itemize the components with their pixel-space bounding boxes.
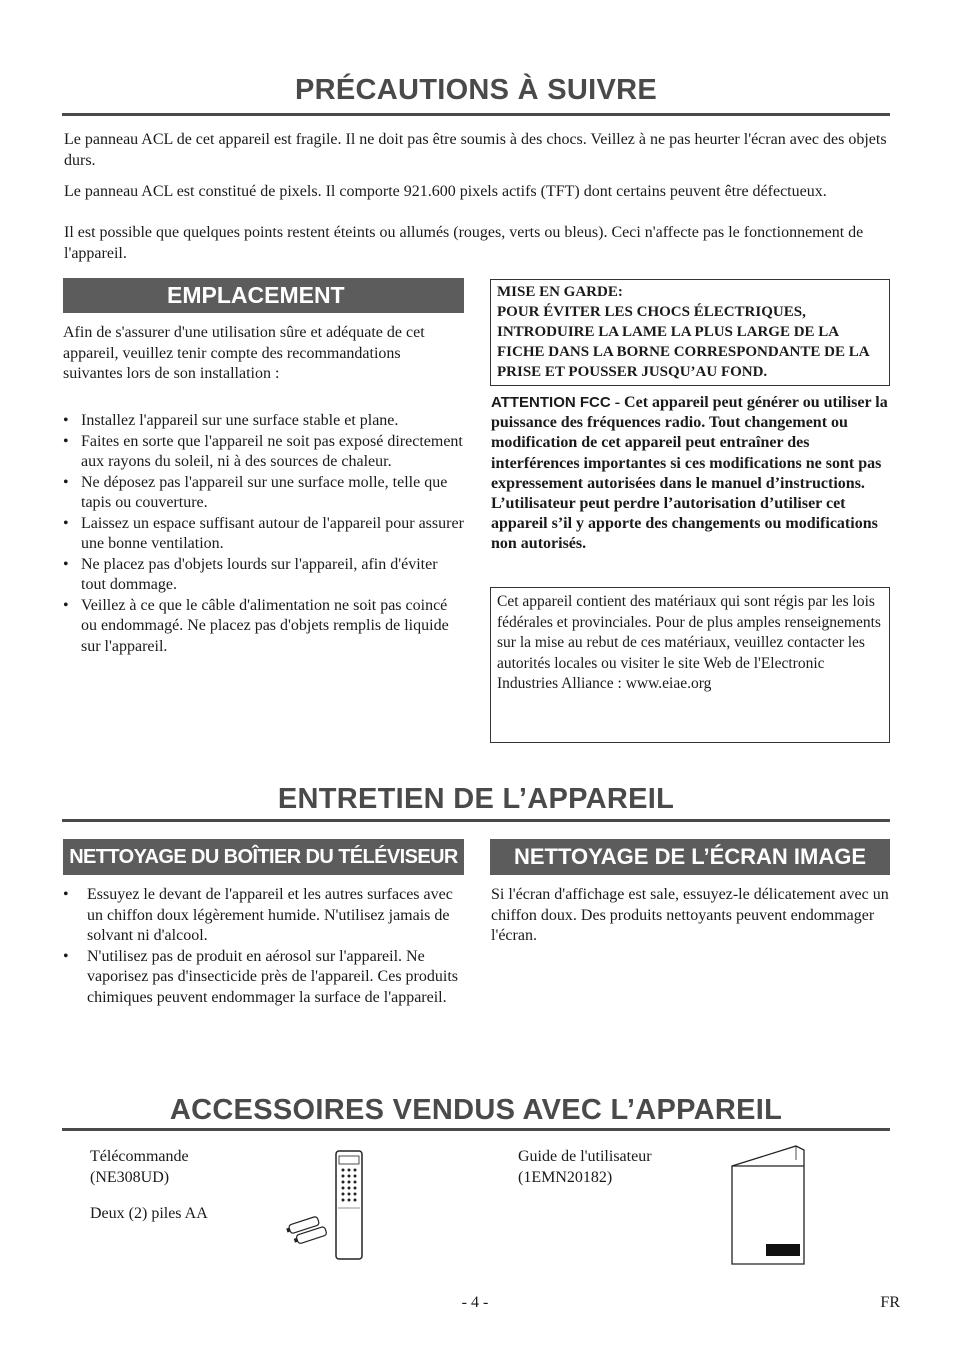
language-code: FR (880, 1294, 900, 1311)
precautions-para-1: Le panneau ACL de cet appareil est fragile. Il ne doit pas être soumis à des chocs. Veillez à ne pas heurter l'écran avec des objets durs. (64, 131, 887, 169)
precautions-title: PRÉCAUTIONS À SUIVRE (294, 74, 658, 106)
manual-booklet-icon (726, 1140, 810, 1270)
cabinet-cleaning-list (63, 885, 463, 1008)
accessories-title: ACCESSOIRES VENDUS AVEC L’APPAREIL (169, 1094, 783, 1126)
screen-cleaning-text: Si l'écran d'affichage est sale, essuyez-le délicatement avec un chiffon doux. Des produits nettoyants peuvent endommager l'écran. (491, 886, 889, 944)
fcc-text: - Cet appareil peut générer ou utiliser la puissance des fréquences radio. Tout changement ou modification de cet appareil peut entraîner des interférences importantes si ces modifications ne sont pas expressement autorisées dans le manuel d’instructions. L’utilisateur peut perdre l’autorisation d’utiliser cet appareil s’il y apporte des changements ou modifications non autorisés. (491, 394, 888, 553)
precautions-para-3: Il est possible que quelques points restent éteints ou allumés (rouges, verts ou bleus). Ceci n'affecte pas le fonctionnement de l'appareil. (64, 224, 864, 262)
emplacement-list (63, 411, 464, 657)
remote-label: Télécommande (90, 1148, 189, 1165)
batteries-label: Deux (2) piles AA (90, 1205, 208, 1222)
list-item: • N'utilisez pas de produit en aérosol sur l'appareil. Ne vaporisez pas d'insecticide près de l'appareil. Ces produits chimiques peuvent endommager la surface de l'appareil. (63, 947, 463, 1009)
emplacement-intro: Afin de s'assurer d'une utilisation sûre et adéquate de cet appareil, veuillez tenir compte des recommandations suivantes lors de son installation : (63, 324, 425, 382)
list-item: • Ne déposez pas l'appareil sur une surface molle, telle que tapis ou couverture. (63, 473, 464, 514)
remote-code: (NE308UD) (90, 1169, 170, 1186)
page-number: - 4 - (461, 1294, 489, 1311)
disposal-text: Cet appareil contient des matériaux qui sont régis par les lois fédérales et provinciales. Pour de plus amples renseignements sur la mise au rebut de ces matériaux, veuillez contacter les autorités locales ou visiter le site Web de l'Electronic Industries Alliance : www.eiae.org (497, 593, 881, 692)
title-rule (62, 819, 890, 822)
guide-label: Guide de l'utilisateur (518, 1148, 652, 1165)
title-rule (62, 113, 890, 116)
precautions-para-2: Le panneau ACL est constitué de pixels. Il comporte 921.600 pixels actifs (TFT) dont certains peuvent être défectueux. (64, 183, 827, 200)
disposal-box (490, 587, 890, 743)
cabinet-cleaning-heading: NETTOYAGE DU BOÎTIER DU TÉLÉVISEUR (63, 839, 464, 875)
title-rule (62, 1128, 890, 1131)
list-item: • Installez l'appareil sur une surface stable et plane. (63, 411, 464, 432)
screen-cleaning-heading: NETTOYAGE DE L’ÉCRAN IMAGE (490, 839, 890, 875)
emplacement-heading: EMPLACEMENT (63, 278, 464, 313)
remote-control-icon (286, 1148, 378, 1262)
warning-box (490, 279, 890, 386)
fcc-notice (491, 393, 891, 555)
warning-text: POUR ÉVITER LES CHOCS ÉLECTRIQUES, INTRODUIRE LA LAME LA PLUS LARGE DE LA FICHE DANS LA BORNE CORRESPONDANTE DE LA PRISE ET POUSSER JUSQU’AU FOND. (497, 304, 869, 380)
list-item: • Veillez à ce que le câble d'alimentation ne soit pas coincé ou endommagé. Ne placez pas d'objets remplis de liquide sur l'appareil. (63, 596, 464, 658)
guide-code: (1EMN20182) (518, 1169, 613, 1186)
entretien-title: ENTRETIEN DE L’APPAREIL (277, 783, 675, 815)
list-item: • Essuyez le devant de l'appareil et les autres surfaces avec un chiffon doux légèrement humide. N'utilisez jamais de solvant ni d'alcool. (63, 885, 463, 947)
list-item: • Laissez un espace suffisant autour de l'appareil pour assurer une bonne ventilation. (63, 514, 464, 555)
fcc-label: ATTENTION FCC (491, 394, 611, 411)
warning-heading: MISE EN GARDE: (497, 284, 623, 300)
list-item: • Faites en sorte que l'appareil ne soit pas exposé directement aux rayons du soleil, ni à des sources de chaleur. (63, 432, 464, 473)
list-item: • Ne placez pas d'objets lourds sur l'appareil, afin d'éviter tout dommage. (63, 555, 464, 596)
